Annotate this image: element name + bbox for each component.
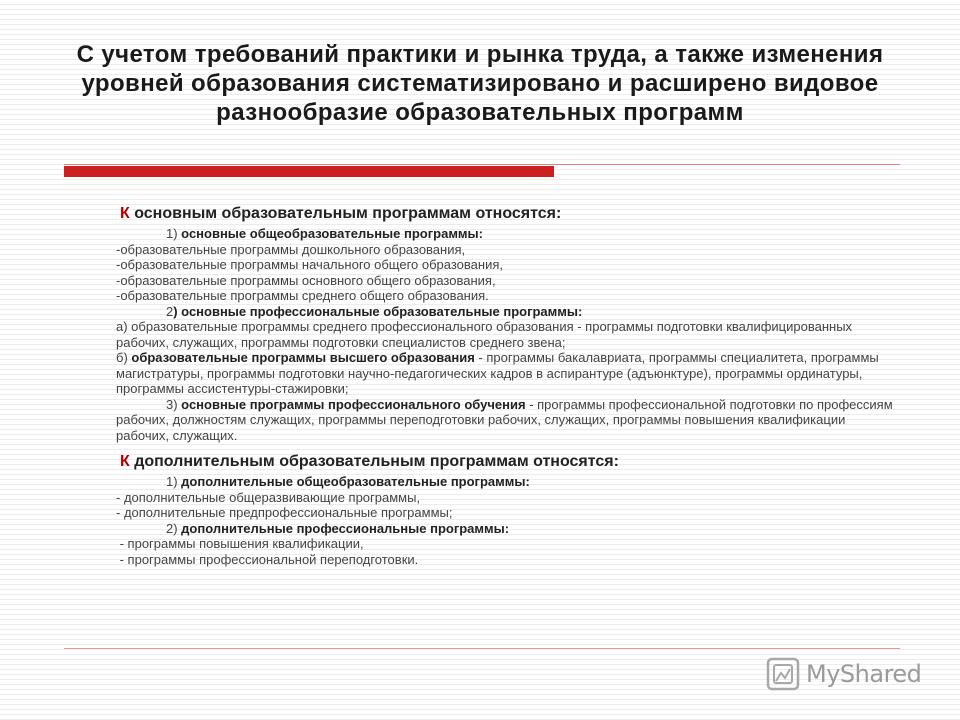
basic-heading-prefix: К (120, 205, 130, 222)
basic-item-1-line: -образовательные программы основного общего образования, (116, 272, 496, 288)
additional-item-2-line: - программы повышения квалификации, (116, 536, 364, 551)
additional-item-2-label: дополнительные профессиональные программы: (177, 520, 510, 536)
basic-item-2-label: ) основные профессиональные образовательные программы: (173, 303, 583, 319)
basic-item-3-label: основные программы профессионального обучения (181, 396, 526, 412)
watermark-text: MyShared (806, 660, 922, 688)
basic-item-1-label: основные общеобразовательные программы: (177, 226, 483, 241)
basic-item-1-number: 1) (166, 226, 178, 241)
myshared-watermark (766, 656, 921, 692)
basic-item-3-text: - программы профессиональной подготовки по профессиям рабочих, должностям служащих, программы переподготовки рабочих, служащих, программы повышения квалификации рабочих, служащих. (116, 396, 893, 443)
basic-item-1-line: -образовательные программы начального общего образования, (116, 257, 503, 272)
basic-item-3-number: 3) (166, 396, 182, 412)
slide-title: С учетом требований практики и рынка труда, а также изменения уровней образования систематизировано и расширено видовое разнообразие образовательных программ (76, 41, 884, 126)
basic-item-2a: а) образовательные программы среднего профессионального образования - программы подготовки квалифицированных рабочих, служащих, программы подготовки специалистов среднего звена; (116, 319, 853, 350)
basic-item-1-line: -образовательные программы среднего общего образования. (116, 288, 489, 303)
basic-programs-heading (120, 204, 896, 224)
footer-divider (64, 648, 900, 649)
additional-item-2 (116, 521, 896, 537)
basic-item-2b-text: - программы бакалавриата, программы специалитета, программы магистратуры, программы подготовки научно-педагогических кадров в аспирантуре (адъюнктуре), программы ординатуры, программы ассистентуры-стажировки; (116, 350, 879, 396)
additional-item-1-line: - дополнительные общеразвивающие программы, (116, 489, 421, 505)
basic-item-2b-prefix: б) (116, 350, 132, 365)
additional-item-1-label: дополнительные общеобразовательные программы: (177, 474, 530, 489)
additional-heading-text: дополнительным образовательным программам относятся: (129, 453, 619, 470)
additional-item-2-line: - программы профессиональной переподготовки. (116, 551, 419, 567)
additional-item-1 (116, 474, 896, 490)
additional-programs-heading (120, 452, 896, 472)
basic-heading-text: основным образовательным программам относятся: (129, 205, 562, 222)
basic-item-1-line: -образовательные программы дошкольного образования, (116, 241, 466, 257)
basic-item-2b (116, 350, 896, 397)
slide-body (116, 204, 896, 567)
title-divider (64, 164, 900, 165)
additional-item-1-number: 1) (166, 474, 178, 489)
myshared-logo-icon (766, 657, 800, 691)
additional-item-2-number: 2) (166, 520, 178, 536)
additional-item-1-line: - дополнительные предпрофессиональные программы; (116, 505, 453, 520)
basic-item-1 (116, 226, 896, 242)
title-accent-bar (64, 166, 554, 177)
basic-item-3 (116, 397, 896, 444)
basic-item-2b-label: образовательные программы высшего образования (131, 350, 475, 365)
basic-item-2 (116, 304, 896, 320)
additional-heading-prefix: К (120, 453, 130, 470)
basic-item-2-number: 2 (166, 303, 174, 319)
